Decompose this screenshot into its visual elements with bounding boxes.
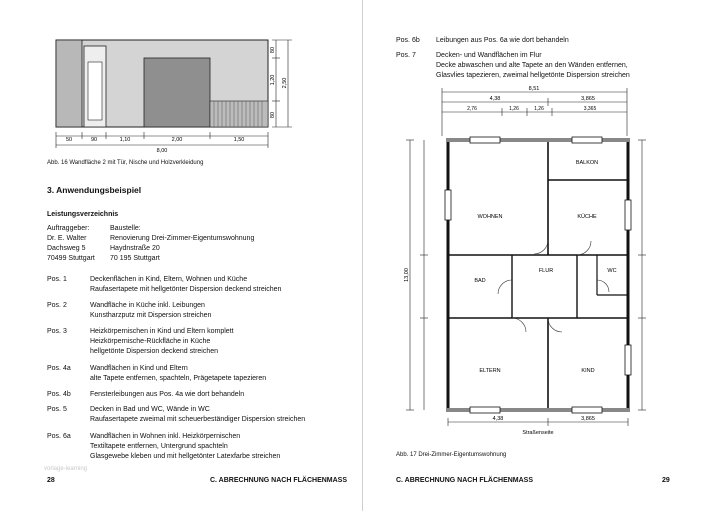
- plan-top-dim-2: 3,865: [581, 96, 595, 102]
- pos-5-num: Pos. 5: [47, 406, 67, 413]
- plan-top2-dim-4: 3,365: [583, 106, 597, 112]
- pos-7-line-2: Decke abwaschen und alte Tapete an den Wänden entfernen,: [436, 62, 628, 69]
- page-number-right: 29: [662, 477, 670, 484]
- client-name: Dr. E. Walter: [47, 235, 87, 242]
- plan-top2-dim-1: 2,76: [467, 106, 477, 112]
- pos-5-line-1: Decken in Bad und WC, Wände in WC: [90, 406, 210, 413]
- watermark: vorlage-learning: [44, 466, 88, 472]
- pos-2-line-2: Kunstharzputz mit Dispersion streichen: [90, 312, 212, 319]
- dim-total-width: 8,00: [156, 148, 168, 154]
- dim-width-2: 90: [90, 137, 98, 143]
- pos-6a-num: Pos. 6a: [47, 433, 71, 440]
- client-city: 70499 Stuttgart: [47, 255, 95, 262]
- pos-4b-num: Pos. 4b: [47, 391, 71, 398]
- pos-4a-num: Pos. 4a: [47, 365, 71, 372]
- room-label-flur: FLUR: [538, 268, 554, 274]
- client-street: Dachsweg 5: [47, 245, 86, 252]
- pos-7-num: Pos. 7: [396, 52, 416, 59]
- subsection-title: Leistungsverzeichnis: [47, 211, 119, 218]
- pos-6a-line-1: Wandflächen in Wohnen inkl. Heizkörpernischen: [90, 433, 241, 440]
- room-label-eltern: ELTERN: [479, 368, 501, 374]
- dim-width-4: 2,00: [171, 137, 183, 143]
- floor-plan-drawing: [362, 80, 720, 450]
- footer-left: C. ABRECHNUNG NACH FLÄCHENMASS: [210, 477, 348, 484]
- site-city: 70 195 Stuttgart: [110, 255, 160, 262]
- pos-7-line-3: Glasvlies tapezieren, zweimal hellgetönte Dispersion streichen: [436, 72, 630, 79]
- room-label-bad: BAD: [474, 278, 486, 284]
- dim-width-5: 1,50: [233, 137, 245, 143]
- pos-3-line-2: Heizkörpernische-Rückfläche in Küche: [90, 338, 211, 345]
- section-title: 3. Anwendungsbeispiel: [47, 185, 142, 195]
- pos-3-line-1: Heizkörpernischen in Kind und Eltern komplett: [90, 328, 234, 335]
- room-label-balkon: BALKON: [575, 160, 599, 166]
- room-label-wc: WC: [607, 268, 617, 274]
- plan-top2-dim-2: 1,26: [509, 106, 519, 112]
- plan-street-label: Straßenseite: [522, 430, 554, 436]
- plan-top-total: 8,51: [528, 86, 540, 92]
- pos-2-num: Pos. 2: [47, 302, 67, 309]
- plan-top-dim-1: 4,38: [489, 96, 501, 102]
- site-street: Haydnstraße 20: [110, 245, 160, 252]
- pos-6b-line-1: Leibungen aus Pos. 6a wie dort behandeln: [436, 37, 569, 44]
- dim-height-2: 1,20: [270, 74, 276, 86]
- pos-1-num: Pos. 1: [47, 276, 67, 283]
- plan-bottom-dim-1: 4,38: [492, 416, 504, 422]
- dim-width-3: 1,10: [119, 137, 131, 143]
- pos-4a-line-1: Wandflächen in Kind und Eltern: [90, 365, 188, 372]
- dim-width-1: 50: [65, 137, 73, 143]
- pos-6b-num: Pos. 6b: [396, 37, 420, 44]
- plan-top2-dim-3: 1,26: [534, 106, 544, 112]
- pos-4b-line-1: Fensterleibungen aus Pos. 4a wie dort behandeln: [90, 391, 245, 398]
- fig17-caption: Abb. 17 Drei-Zimmer-Eigentumswohnung: [396, 452, 507, 458]
- pos-1-line-1: Deckenflächen in Kind, Eltern, Wohnen und Küche: [90, 276, 248, 283]
- pos-3-line-3: hellgetönte Dispersion deckend streichen: [90, 348, 219, 355]
- client-label: Auftraggeber:: [47, 225, 90, 232]
- pos-6a-line-3: Glasgewebe kleben und mit hellgetönter Latexfarbe streichen: [90, 453, 281, 460]
- room-label-wohnen: WOHNEN: [477, 214, 503, 220]
- dim-height-1: 80: [270, 46, 276, 54]
- site-label: Baustelle:: [110, 225, 141, 232]
- pos-2-line-1: Wandfläche in Küche inkl. Leibungen: [90, 302, 205, 309]
- plan-bottom-dim-2: 3,865: [581, 416, 595, 422]
- pos-4a-line-2: alte Tapete entfernen, spachteln, Prägetapete tapezieren: [90, 375, 267, 382]
- pos-5-line-2: Raufasertapete zweimal mit scheuerbeständiger Dispersion streichen: [90, 416, 306, 423]
- dim-height-total: 2,50: [282, 77, 288, 89]
- dim-height-3: 80: [270, 111, 276, 119]
- page-number-left: 28: [47, 477, 55, 484]
- pos-3-num: Pos. 3: [47, 328, 67, 335]
- plan-total-height: 13,00: [404, 268, 410, 282]
- pos-7-line-1: Decken- und Wandflächen im Flur: [436, 52, 542, 59]
- room-label-kind: KIND: [581, 368, 595, 374]
- footer-right: C. ABRECHNUNG NACH FLÄCHENMASS: [396, 477, 534, 484]
- right-page: [362, 0, 720, 511]
- site-project: Renovierung Drei-Zimmer-Eigentumswohnung: [110, 235, 255, 242]
- wood-cladding: [210, 101, 268, 127]
- fig16-caption: Abb. 16 Wandfläche 2 mit Tür, Nische und Holzverkleidung: [47, 160, 204, 166]
- pos-6a-line-2: Textiltapete entfernen, Untergrund spachteln: [90, 443, 228, 450]
- room-label-kueche: KÜCHE: [577, 214, 597, 220]
- pos-1-line-2: Raufasertapete mit hellgetönter Dispersion deckend streichen: [90, 286, 282, 293]
- wall-elevation-drawing: [0, 0, 362, 158]
